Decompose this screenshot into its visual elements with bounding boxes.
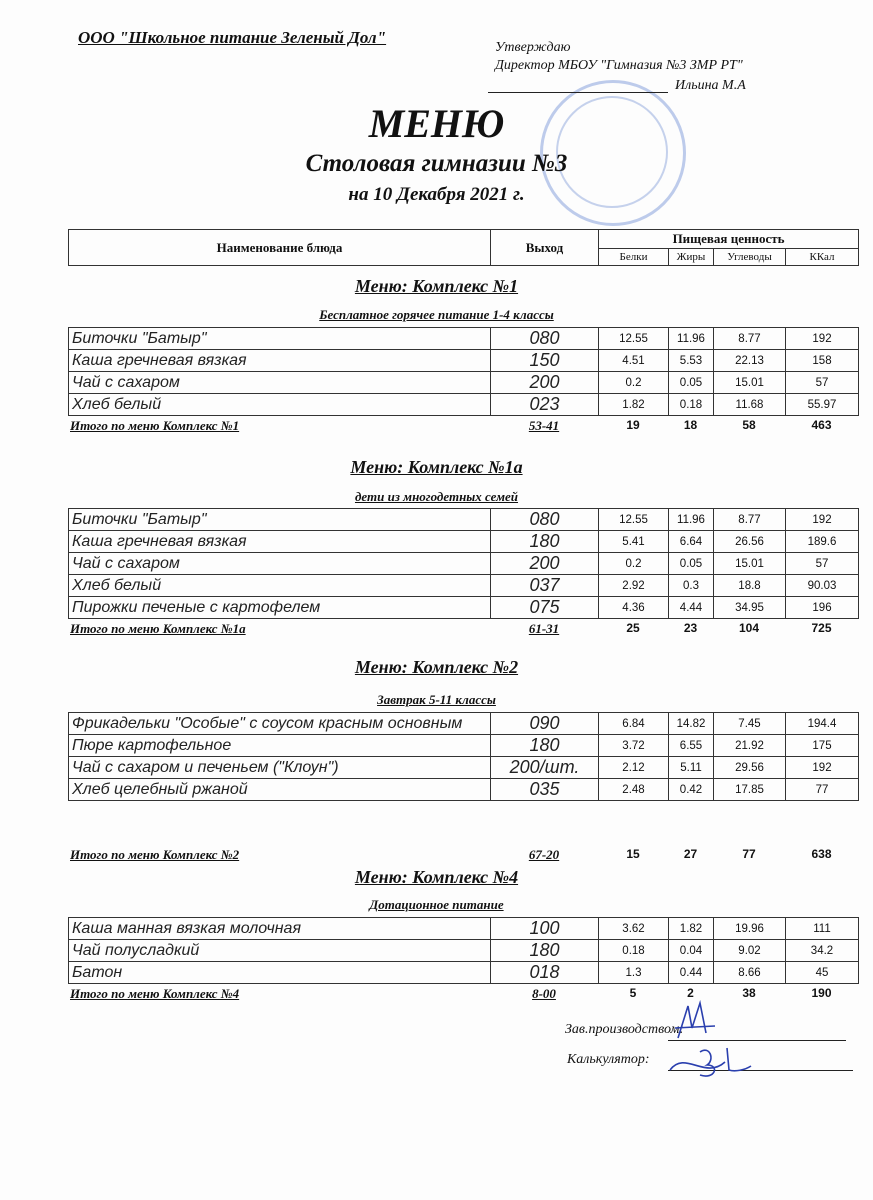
dish-carbs: 8.77 bbox=[714, 509, 786, 531]
director-name: Ильина М.А bbox=[675, 78, 746, 93]
dish-yield: 018 bbox=[491, 962, 599, 984]
dish-carbs: 15.01 bbox=[714, 553, 786, 575]
dish-row bbox=[69, 735, 859, 757]
section-total-row bbox=[68, 621, 858, 639]
dish-fat: 4.44 bbox=[669, 597, 714, 619]
section-subtitle: Дотационное питание bbox=[369, 897, 504, 912]
dish-yield: 180 bbox=[491, 940, 599, 962]
dish-name: Фрикадельки "Особые" с соусом красным основным bbox=[69, 713, 491, 735]
dish-row bbox=[69, 531, 859, 553]
header-yield: Выход bbox=[491, 230, 599, 266]
dish-yield: 080 bbox=[491, 509, 599, 531]
total-fat: 18 bbox=[683, 418, 698, 432]
total-price: 67-20 bbox=[528, 847, 560, 862]
dish-protein: 12.55 bbox=[599, 328, 669, 350]
dish-protein: 0.2 bbox=[599, 372, 669, 394]
dish-kcal: 55.97 bbox=[786, 394, 859, 416]
dish-fat: 11.96 bbox=[669, 509, 714, 531]
dish-protein: 3.72 bbox=[599, 735, 669, 757]
total-carbs: 104 bbox=[738, 621, 760, 635]
total-label: Итого по меню Комплекс №1 bbox=[70, 418, 240, 433]
dish-yield: 100 bbox=[491, 918, 599, 940]
dish-fat: 0.44 bbox=[669, 962, 714, 984]
dish-yield: 035 bbox=[491, 779, 599, 801]
dish-protein: 1.3 bbox=[599, 962, 669, 984]
dish-fat: 14.82 bbox=[669, 713, 714, 735]
total-protein: 25 bbox=[626, 621, 640, 635]
total-label: Итого по меню Комплекс №2 bbox=[70, 847, 240, 862]
document-subtitle: Столовая гимназии №3 bbox=[305, 150, 568, 177]
document-date: на 10 Декабря 2021 г. bbox=[348, 184, 525, 205]
dish-carbs: 19.96 bbox=[714, 918, 786, 940]
dish-name: Биточки "Батыр" bbox=[69, 509, 491, 531]
dish-carbs: 8.66 bbox=[714, 962, 786, 984]
dish-kcal: 90.03 bbox=[786, 575, 859, 597]
dish-protein: 2.92 bbox=[599, 575, 669, 597]
dish-kcal: 57 bbox=[786, 553, 859, 575]
dish-row bbox=[69, 757, 859, 779]
dish-fat: 5.53 bbox=[669, 350, 714, 372]
dish-table bbox=[68, 917, 859, 984]
dish-carbs: 7.45 bbox=[714, 713, 786, 735]
total-fat: 23 bbox=[683, 621, 698, 635]
dish-name: Чай с сахаром bbox=[69, 553, 491, 575]
dish-row bbox=[69, 372, 859, 394]
dish-row bbox=[69, 394, 859, 416]
total-carbs: 58 bbox=[742, 418, 756, 432]
dish-yield: 200 bbox=[491, 553, 599, 575]
header-nutrition: Пищевая ценность bbox=[599, 230, 859, 249]
dish-row bbox=[69, 918, 859, 940]
dish-kcal: 158 bbox=[786, 350, 859, 372]
dish-yield: 200 bbox=[491, 372, 599, 394]
dish-fat: 0.18 bbox=[669, 394, 714, 416]
total-carbs: 38 bbox=[742, 986, 756, 1000]
total-price: 8-00 bbox=[532, 986, 556, 1001]
dish-protein: 0.2 bbox=[599, 553, 669, 575]
dish-row bbox=[69, 713, 859, 735]
header-kcal: ККал bbox=[786, 249, 859, 266]
total-protein: 15 bbox=[626, 847, 640, 861]
dish-name: Каша гречневая вязкая bbox=[69, 350, 491, 372]
section-total-row bbox=[68, 847, 858, 865]
total-price: 53-41 bbox=[528, 418, 560, 433]
dish-name: Чай полусладкий bbox=[69, 940, 491, 962]
dish-fat: 0.04 bbox=[669, 940, 714, 962]
dish-carbs: 15.01 bbox=[714, 372, 786, 394]
dish-carbs: 17.85 bbox=[714, 779, 786, 801]
section-title: Меню: Комплекс №1 bbox=[354, 276, 519, 296]
dish-row bbox=[69, 575, 859, 597]
dish-fat: 11.96 bbox=[669, 328, 714, 350]
dish-row bbox=[69, 779, 859, 801]
dish-kcal: 45 bbox=[786, 962, 859, 984]
dish-table bbox=[68, 327, 859, 416]
dish-kcal: 192 bbox=[786, 509, 859, 531]
section-subtitle: Бесплатное горячее питание 1-4 классы bbox=[319, 307, 554, 322]
dish-kcal: 192 bbox=[786, 757, 859, 779]
dish-kcal: 57 bbox=[786, 372, 859, 394]
dish-name: Хлеб белый bbox=[69, 575, 491, 597]
section-total-row bbox=[68, 986, 858, 1004]
dish-kcal: 192 bbox=[786, 328, 859, 350]
dish-fat: 6.55 bbox=[669, 735, 714, 757]
dish-kcal: 189.6 bbox=[786, 531, 859, 553]
dish-table bbox=[68, 508, 859, 619]
total-kcal: 463 bbox=[811, 418, 832, 432]
section-subtitle: Завтрак 5-11 классы bbox=[377, 692, 496, 707]
dish-yield: 200/шт. bbox=[491, 757, 599, 779]
dish-carbs: 21.92 bbox=[714, 735, 786, 757]
total-carbs: 77 bbox=[742, 847, 756, 861]
dish-protein: 4.36 bbox=[599, 597, 669, 619]
dish-yield: 090 bbox=[491, 713, 599, 735]
dish-protein: 1.82 bbox=[599, 394, 669, 416]
dish-fat: 6.64 bbox=[669, 531, 714, 553]
total-kcal: 190 bbox=[811, 986, 832, 1000]
dish-protein: 0.18 bbox=[599, 940, 669, 962]
column-header-table bbox=[68, 229, 859, 266]
director-title: Директор МБОУ "Гимназия №3 ЗМР РТ" bbox=[495, 58, 743, 73]
dish-yield: 023 bbox=[491, 394, 599, 416]
total-protein: 5 bbox=[629, 986, 637, 1000]
dish-fat: 0.05 bbox=[669, 553, 714, 575]
total-fat: 2 bbox=[687, 986, 694, 1000]
dish-yield: 037 bbox=[491, 575, 599, 597]
dish-protein: 12.55 bbox=[599, 509, 669, 531]
dish-fat: 0.3 bbox=[669, 575, 714, 597]
dish-protein: 4.51 bbox=[599, 350, 669, 372]
header-protein: Белки bbox=[599, 249, 669, 266]
section-total-row bbox=[68, 418, 858, 436]
dish-name: Чай с сахаром bbox=[69, 372, 491, 394]
total-fat: 27 bbox=[683, 847, 698, 861]
dish-protein: 2.48 bbox=[599, 779, 669, 801]
production-signature bbox=[670, 998, 730, 1043]
dish-fat: 0.05 bbox=[669, 372, 714, 394]
dish-carbs: 11.68 bbox=[714, 394, 786, 416]
total-kcal: 725 bbox=[811, 621, 832, 635]
dish-kcal: 111 bbox=[786, 918, 859, 940]
document-title: МЕНЮ bbox=[368, 101, 505, 146]
dish-kcal: 34.2 bbox=[786, 940, 859, 962]
dish-carbs: 34.95 bbox=[714, 597, 786, 619]
dish-name: Хлеб целебный ржаной bbox=[69, 779, 491, 801]
dish-name: Хлеб белый bbox=[69, 394, 491, 416]
section-title: Меню: Комплекс №2 bbox=[354, 657, 519, 677]
dish-fat: 1.82 bbox=[669, 918, 714, 940]
dish-name: Каша манная вязкая молочная bbox=[69, 918, 491, 940]
dish-yield: 180 bbox=[491, 735, 599, 757]
dish-name: Пирожки печеные с картофелем bbox=[69, 597, 491, 619]
section-title: Меню: Комплекс №4 bbox=[354, 867, 519, 887]
dish-kcal: 196 bbox=[786, 597, 859, 619]
total-label: Итого по меню Комплекс №1а bbox=[70, 621, 246, 636]
dish-table bbox=[68, 712, 859, 801]
dish-fat: 5.11 bbox=[669, 757, 714, 779]
dish-fat: 0.42 bbox=[669, 779, 714, 801]
dish-protein: 5.41 bbox=[599, 531, 669, 553]
calculator-label: Калькулятор: bbox=[567, 1052, 650, 1067]
dish-kcal: 194.4 bbox=[786, 713, 859, 735]
dish-name: Каша гречневая вязкая bbox=[69, 531, 491, 553]
dish-carbs: 22.13 bbox=[714, 350, 786, 372]
dish-carbs: 18.8 bbox=[714, 575, 786, 597]
dish-row bbox=[69, 962, 859, 984]
dish-carbs: 26.56 bbox=[714, 531, 786, 553]
dish-yield: 180 bbox=[491, 531, 599, 553]
dish-carbs: 29.56 bbox=[714, 757, 786, 779]
approval-label: Утверждаю bbox=[495, 40, 571, 55]
header-dish-name: Наименование блюда bbox=[69, 230, 491, 266]
dish-row bbox=[69, 553, 859, 575]
dish-name: Батон bbox=[69, 962, 491, 984]
section-subtitle: дети из многодетных семей bbox=[354, 489, 519, 504]
dish-row bbox=[69, 597, 859, 619]
header-fat: Жиры bbox=[669, 249, 714, 266]
dish-yield: 080 bbox=[491, 328, 599, 350]
dish-row bbox=[69, 328, 859, 350]
calculator-signature bbox=[665, 1040, 755, 1085]
dish-carbs: 8.77 bbox=[714, 328, 786, 350]
dish-name: Биточки "Батыр" bbox=[69, 328, 491, 350]
dish-name: Чай с сахаром и печеньем ("Клоун") bbox=[69, 757, 491, 779]
dish-kcal: 77 bbox=[786, 779, 859, 801]
section-title: Меню: Комплекс №1а bbox=[350, 457, 523, 477]
total-protein: 19 bbox=[626, 418, 640, 432]
header-carbs: Углеводы bbox=[714, 249, 786, 266]
dish-yield: 150 bbox=[491, 350, 599, 372]
dish-protein: 2.12 bbox=[599, 757, 669, 779]
dish-row bbox=[69, 940, 859, 962]
dish-carbs: 9.02 bbox=[714, 940, 786, 962]
organization-name: ООО "Школьное питание Зеленый Дол" bbox=[78, 28, 387, 47]
dish-kcal: 175 bbox=[786, 735, 859, 757]
total-kcal: 638 bbox=[811, 847, 832, 861]
production-manager-label: Зав.производством: bbox=[565, 1022, 685, 1037]
director-signature-line bbox=[488, 92, 668, 93]
dish-row bbox=[69, 350, 859, 372]
total-label: Итого по меню Комплекс №4 bbox=[70, 986, 240, 1001]
total-price: 61-31 bbox=[528, 621, 560, 636]
dish-row bbox=[69, 509, 859, 531]
dish-yield: 075 bbox=[491, 597, 599, 619]
dish-protein: 6.84 bbox=[599, 713, 669, 735]
dish-protein: 3.62 bbox=[599, 918, 669, 940]
dish-name: Пюре картофельное bbox=[69, 735, 491, 757]
